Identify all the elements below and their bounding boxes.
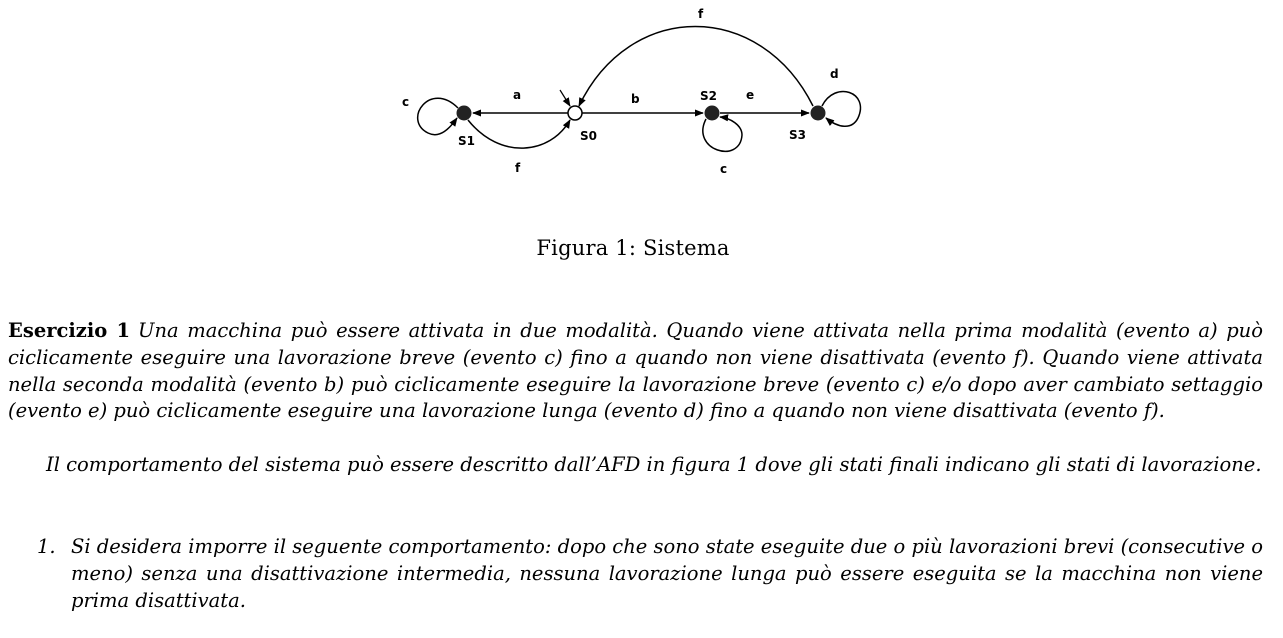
- state-label-s3: S3: [789, 128, 806, 142]
- edge-label-d: d: [830, 67, 839, 81]
- state-label-s2: S2: [700, 89, 717, 103]
- figure-caption: Figura 1: Sistema: [536, 236, 730, 260]
- item-text: Si desidera imporre il seguente comportamento: dopo che sono state eseguite due o più lavorazioni brevi (consecutive o meno) senza una disattivazione intermedia, nessuna lavorazione lunga può essere eseguita se la macchina non viene prima disattivata.: [71, 535, 1263, 612]
- exercise-paragraph: [8, 318, 1263, 425]
- edge-s3-s0: [579, 27, 813, 107]
- initial-arrow: [560, 90, 570, 106]
- automaton-diagram: [0, 0, 1283, 200]
- loop-s3: [822, 91, 860, 126]
- exercise-text: Una macchina può essere attivata in due modalità. Quando viene attivata nella prima modalità (evento a) può ciclicamente eseguire una lavorazione breve (evento c) fino a quando non viene disattivata (evento f). Quando viene attivata nella seconda modalità (evento b) può ciclicamente eseguire la lavorazione breve (evento c) e/o dopo aver cambiato settaggio (evento e) può ciclicamente eseguire una lavorazione lunga (evento d) fino a quando non viene disattivata (evento f).: [8, 319, 1263, 423]
- state-s0: [568, 106, 582, 120]
- edge-label-a: a: [513, 88, 522, 102]
- edge-s1-s0: [468, 120, 570, 148]
- item-number: 1.: [37, 535, 56, 558]
- loop-s1: [418, 98, 458, 134]
- loop-s2: [703, 117, 742, 151]
- edge-label-f-top: f: [698, 7, 704, 21]
- state-s2: [705, 106, 720, 121]
- exercise-paragraph-2: Il comportamento del sistema può essere descritto dall’AFD in figura 1 dove gli stati finali indicano gli stati di lavorazione.: [46, 453, 1262, 476]
- edge-label-b: b: [631, 92, 640, 106]
- exercise-title: Esercizio 1: [8, 319, 131, 342]
- edge-label-c-s2: c: [720, 162, 728, 176]
- edge-label-e: e: [746, 88, 755, 102]
- state-label-s0: S0: [580, 129, 597, 143]
- state-s3: [811, 106, 826, 121]
- state-s1: [457, 106, 472, 121]
- edge-label-c-s1: c: [402, 95, 410, 109]
- edge-label-f-bottom: f: [515, 161, 521, 175]
- state-label-s1: S1: [458, 134, 475, 148]
